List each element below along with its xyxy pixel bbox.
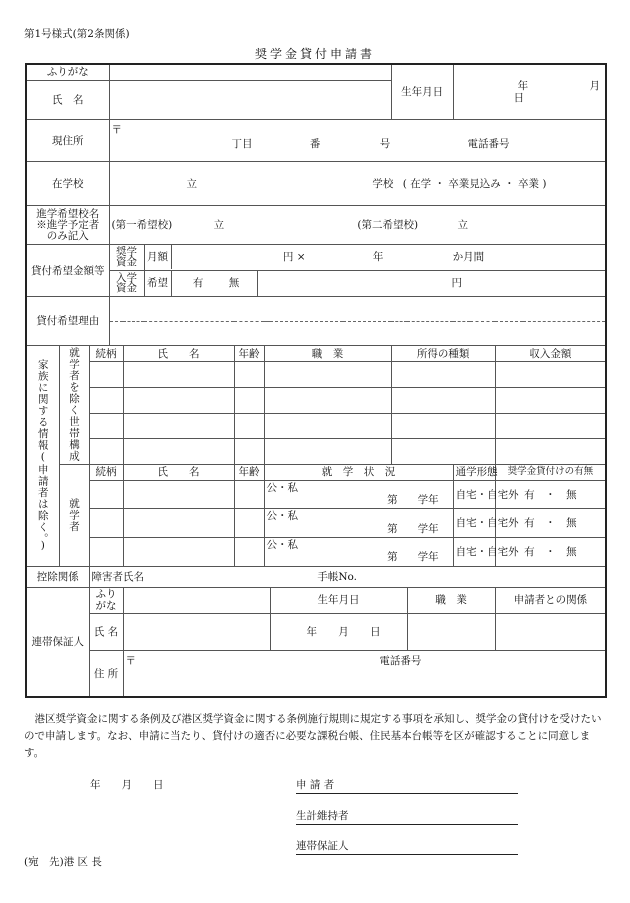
family-info-label: 家族に関する情報(申請者は除く。) [26, 346, 59, 566]
deduction-label: 控除関係 [26, 566, 89, 587]
birthdate-field[interactable] [453, 64, 606, 119]
wish-yes[interactable]: 有 [192, 276, 204, 289]
student-relation-header: 続柄 [89, 464, 123, 480]
school-ritsu: 立 [186, 177, 198, 190]
household-row[interactable] [26, 439, 606, 465]
public-private[interactable]: 公・私 [266, 481, 299, 494]
form-title: 奨学金貸付申請書 [254, 47, 375, 61]
name-field[interactable] [109, 80, 391, 119]
household-row[interactable] [26, 388, 606, 414]
loan-yes-no[interactable]: 有 ・ 無 [495, 509, 606, 538]
birth-day: 日 [513, 91, 525, 104]
grade-dai: 第 [387, 551, 398, 564]
birth-month: 月 [589, 79, 600, 92]
wish-label: 希望 [145, 271, 172, 296]
household-relation-header: 続柄 [89, 346, 123, 362]
entrance-fund-field[interactable] [144, 270, 606, 297]
handbook-number-label: 手帳No. [317, 570, 358, 583]
grade-dai: 第 [387, 493, 398, 506]
reason-field-line1[interactable] [109, 297, 606, 321]
household-label: 就学者を除く世帯構成 [59, 346, 89, 464]
addressee: (宛 先)港 区 長 [24, 856, 102, 868]
second-choice-label: (第二希望校) [357, 219, 419, 232]
disabled-name-label: 障害者氏名 [91, 570, 144, 583]
furigana-field[interactable] [109, 64, 391, 80]
household-job-header: 職 業 [264, 346, 391, 362]
public-private[interactable]: 公・私 [266, 510, 299, 523]
commute-type[interactable]: 自宅・自宅外 [453, 480, 495, 509]
household-income-type-header: 所得の種類 [391, 346, 495, 362]
guarantor-address-label: 住 所 [89, 651, 123, 697]
applicant-signature[interactable]: 申 請 者 [296, 777, 518, 794]
chome-label: 丁目 [231, 137, 253, 150]
go-label: 号 [379, 137, 391, 150]
ban-label: 番 [309, 137, 321, 150]
student-row[interactable] [26, 538, 606, 567]
household-age-header: 年齢 [234, 346, 264, 362]
grade-dai: 第 [387, 522, 398, 535]
grade-gakunen: 学年 [417, 493, 439, 506]
guarantor-year: 年 [306, 626, 317, 639]
birth-year: 年 [517, 79, 529, 92]
reason-field-line2[interactable] [109, 321, 606, 345]
student-loan-header: 奨学金貸付けの有無 [495, 464, 606, 480]
guarantor-name-label: 氏 名 [89, 613, 123, 651]
birthdate-label: 生年月日 [391, 64, 453, 119]
school-label: 在学校 [26, 162, 109, 206]
guarantor-job-field[interactable] [407, 613, 495, 651]
postal-mark: 〒 [111, 123, 123, 136]
loan-yes-no[interactable]: 有 ・ 無 [495, 480, 606, 509]
phone-label: 電話番号 [467, 137, 510, 150]
student-row[interactable] [26, 509, 606, 538]
school-gakko: 学校 [372, 177, 394, 190]
guarantor-name-field[interactable] [123, 613, 270, 651]
second-choice-ritsu: 立 [457, 219, 468, 232]
consent-text: 港区奨学資金に関する条例及び港区奨学資金に関する条例施行規則に規定する事項を承知し、奨学金の貸付けを受けたいので申請します。なお、申請に当たり、貸付けの適否に必要な課税台帳、住民基本台帳等を区が確認することに同意します。 [24, 713, 602, 759]
guarantor-relation-field[interactable] [495, 613, 606, 651]
school-status: ( 在学 ・ 卒業見込み ・ 卒業 ) [402, 177, 547, 190]
guarantor-birthdate-field[interactable] [270, 613, 407, 651]
address-label: 現住所 [26, 119, 109, 162]
guarantor-job-label: 職 業 [407, 588, 495, 614]
guarantor-signature[interactable]: 連帯保証人 [296, 838, 518, 855]
guarantor-label: 連帯保証人 [26, 588, 89, 697]
entrance-fund-label: 入学 資金 [109, 270, 144, 297]
public-private[interactable]: 公・私 [266, 539, 299, 552]
years-label: 年 [372, 251, 384, 264]
monthly-amount-field[interactable] [144, 245, 606, 271]
desired-school-field[interactable] [109, 206, 606, 245]
guarantor-relation-label: 申請者との関係 [495, 588, 606, 614]
loan-amount-label: 貸付希望金額等 [26, 245, 109, 297]
student-row[interactable] [26, 480, 606, 509]
grade-gakunen: 学年 [417, 522, 439, 535]
guarantor-furigana-field[interactable] [123, 588, 270, 614]
scholarship-fund-label: 奨学 資金 [109, 245, 144, 271]
deduction-field[interactable] [89, 566, 606, 587]
desired-school-label: 進学希望校名 ※進学予定者 のみ記入 [26, 206, 109, 245]
address-field[interactable] [109, 119, 606, 162]
student-status-header: 就 学 状 況 [264, 464, 453, 480]
yen-times: 円 × [282, 251, 306, 264]
student-name-header: 氏 名 [123, 464, 234, 480]
reason-label: 貸付希望理由 [26, 297, 109, 346]
household-income-header: 収入金額 [495, 346, 606, 362]
guarantor-phone-label: 電話番号 [379, 655, 422, 668]
grade-gakunen: 学年 [417, 551, 439, 564]
guarantor-birthdate-label: 生年月日 [270, 588, 407, 614]
household-name-header: 氏 名 [123, 346, 234, 362]
wish-no[interactable]: 無 [229, 271, 259, 296]
school-field[interactable] [109, 162, 606, 206]
first-choice-label: (第一希望校) [111, 219, 173, 232]
application-form-table [25, 63, 607, 698]
supporter-signature[interactable]: 生計維持者 [296, 808, 518, 825]
form-number: 第1号様式(第2条関係) [24, 28, 130, 40]
guarantor-month: 月 [338, 626, 349, 639]
household-row[interactable] [26, 362, 606, 388]
commute-type[interactable]: 自宅・自宅外 [453, 509, 495, 538]
name-label: 氏 名 [26, 80, 109, 119]
first-choice-ritsu: 立 [213, 219, 225, 232]
monthly-label: 月額 [145, 245, 172, 269]
loan-yes-no[interactable]: 有 ・ 無 [495, 538, 606, 567]
household-row[interactable] [26, 413, 606, 439]
student-commute-header: 通学形態 [453, 464, 495, 480]
months-label: か月間 [452, 251, 485, 264]
guarantor-day: 日 [370, 626, 381, 639]
guarantor-furigana-label: ふりがな [89, 588, 123, 614]
guarantor-address-field[interactable] [123, 651, 606, 697]
application-date[interactable]: 年 月 日 [90, 779, 164, 791]
commute-type[interactable]: 自宅・自宅外 [453, 538, 495, 567]
furigana-label: ふりがな [26, 64, 109, 80]
guarantor-postal-mark: 〒 [125, 655, 137, 668]
entrance-yen: 円 [451, 276, 463, 289]
student-age-header: 年齢 [234, 464, 264, 480]
student-label: 就学者 [59, 464, 89, 566]
